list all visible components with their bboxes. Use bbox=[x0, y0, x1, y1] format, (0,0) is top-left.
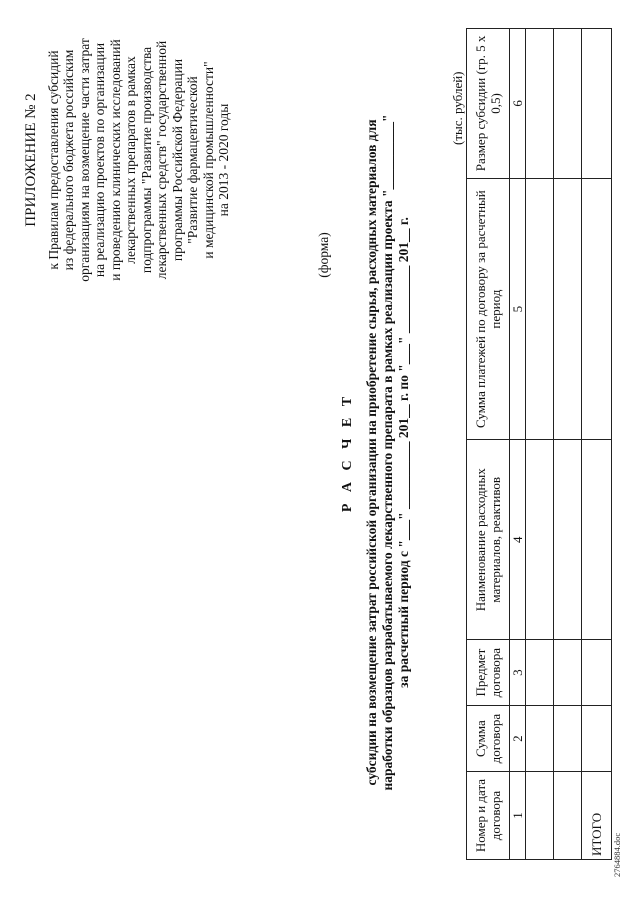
appendix-line: и проведению клинических исследований bbox=[107, 39, 123, 281]
appendix-line: подпрограммы "Развитие производства bbox=[138, 46, 154, 274]
table-cell bbox=[582, 440, 612, 640]
appendix-line: на реализацию проектов по организации bbox=[92, 42, 107, 278]
table-cell bbox=[526, 440, 554, 640]
table-cell bbox=[582, 706, 612, 772]
header-cell: Номер и дата договора bbox=[467, 772, 510, 860]
column-number-cell: 1 bbox=[510, 772, 526, 860]
column-number-cell: 5 bbox=[510, 178, 526, 440]
subtitle-line: за расчетный период с "___" __________ 201__ г. по "___" __________ 201__ г. bbox=[396, 217, 411, 688]
subtitle-line: субсидии на возмещение затрат российской организации на приобретение сырья, расходных материалов для bbox=[364, 119, 379, 786]
form-label: (форма) bbox=[316, 232, 331, 278]
table-cell bbox=[582, 29, 612, 179]
document-title: Р А С Ч Е Т bbox=[340, 392, 355, 513]
header-cell: Наименование расходных материалов, реактивов bbox=[467, 440, 510, 640]
header-cell: Сумма договора bbox=[467, 706, 510, 772]
appendix-line: лекарственных препаратов в рамках bbox=[123, 56, 138, 264]
header-cell: Размер субсидии (гр. 5 х 0,5) bbox=[467, 29, 510, 179]
table-cell bbox=[526, 640, 554, 706]
appendix-line: организациям на возмещение части затрат bbox=[76, 38, 92, 282]
appendix-line: лекарственных средств" государственной bbox=[154, 40, 169, 280]
column-number-row bbox=[510, 29, 526, 860]
appendix-line: на 2013 - 2020 годы bbox=[216, 103, 231, 217]
appendix-line: к Правилам предоставления субсидий bbox=[45, 50, 61, 270]
table-row bbox=[526, 29, 554, 860]
table-row bbox=[554, 29, 582, 860]
appendix-line: из федерального бюджета российским bbox=[61, 49, 76, 271]
column-number-cell: 4 bbox=[510, 440, 526, 640]
table-header-row bbox=[467, 29, 510, 860]
subtitle-line: наработки образцов разрабатываемого лекарственного препарата в рамках реализации проекта "__________" bbox=[380, 114, 395, 791]
column-number-cell: 3 bbox=[510, 640, 526, 706]
units-label: (тыс. рублей) bbox=[450, 71, 465, 145]
column-number-cell: 6 bbox=[510, 29, 526, 179]
table-cell bbox=[554, 772, 582, 860]
total-label: ИТОГО bbox=[582, 772, 612, 860]
header-cell: Сумма платежей по договору за расчетный период bbox=[467, 178, 510, 440]
table-cell bbox=[526, 178, 554, 440]
document-id: 2764884.doc bbox=[612, 832, 622, 877]
table-cell bbox=[526, 29, 554, 179]
table-cell bbox=[554, 440, 582, 640]
column-number-cell: 2 bbox=[510, 706, 526, 772]
table-cell bbox=[582, 178, 612, 440]
table-cell bbox=[526, 772, 554, 860]
appendix-line: "Развитие фармацевтической bbox=[185, 76, 200, 244]
table-cell bbox=[554, 640, 582, 706]
table-cell bbox=[554, 178, 582, 440]
table-cell bbox=[554, 706, 582, 772]
table-cell bbox=[582, 640, 612, 706]
appendix-line: программы Российской Федерации bbox=[169, 58, 185, 262]
heading-block bbox=[340, 0, 412, 905]
table-cell bbox=[554, 29, 582, 179]
appendix-title: ПРИЛОЖЕНИЕ № 2 bbox=[23, 93, 39, 227]
header-cell: Предмет договора bbox=[467, 640, 510, 706]
table-cell bbox=[526, 706, 554, 772]
appendix-line: и медицинской промышленности" bbox=[200, 61, 216, 259]
appendix-block bbox=[24, 25, 232, 295]
total-row bbox=[582, 29, 612, 860]
calculation-table bbox=[466, 28, 612, 860]
